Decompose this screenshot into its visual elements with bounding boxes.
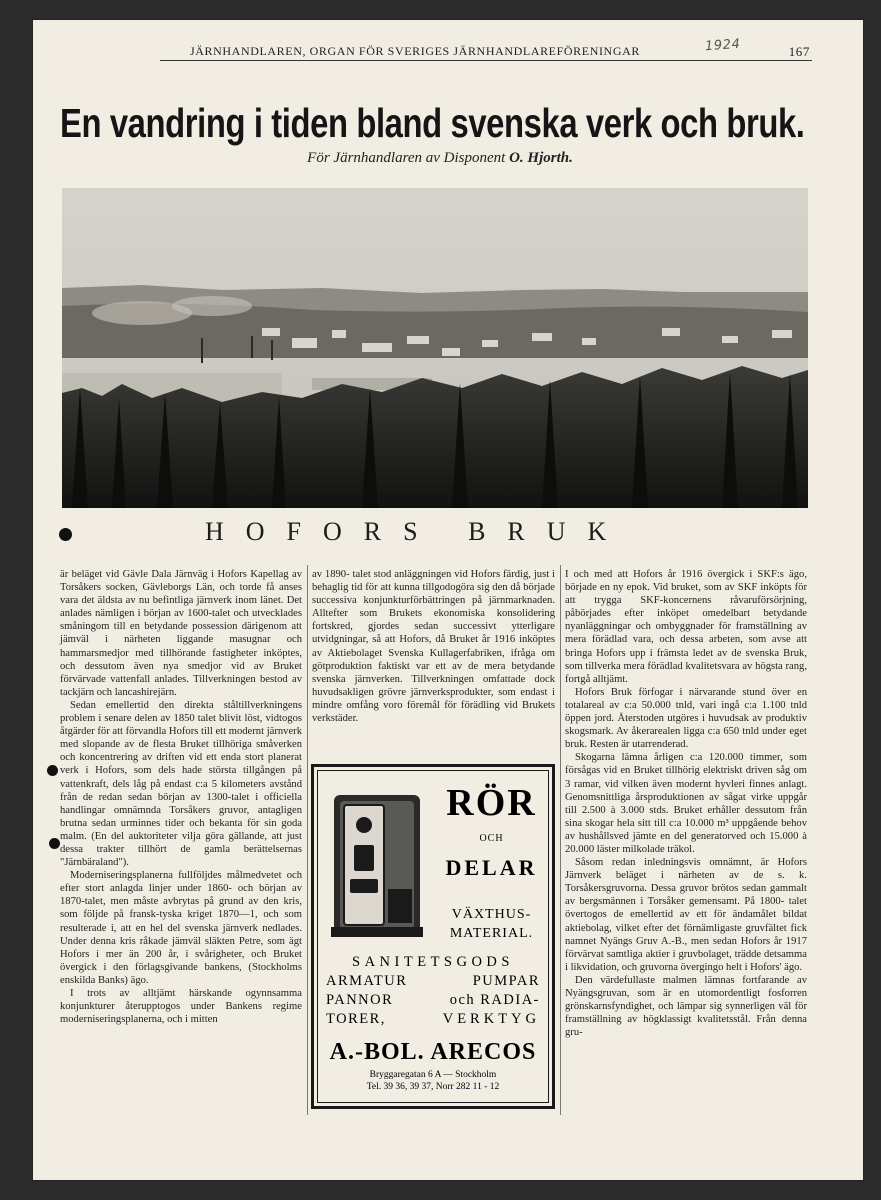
- ad-och: OCH: [479, 833, 504, 844]
- paragraph: Skogarna lämna årligen c:a 120.000 timmer, som försågas vid en Bruket tillhörig elektriskt driven såg om 3 ramar, vid vilken även modernt hyvleri finnes anlagt. Genomsnittliga årsproduktionen av sågat virke uppgår till 2.500 à 3.000 stds. Bruket erhåller dessutom från sina skogar hela sitt till c:a 10.000 m³ uppgående behov av hushållsved jämte en del generatorved och 15.000 à 20.000 läster milkolade träkol.: [565, 752, 807, 855]
- ad-vaxthus-line2: MATERIAL.: [449, 926, 534, 941]
- landscape-photo: [62, 188, 808, 508]
- article-title: En vandring i tiden bland svenska verk och bruk.: [60, 100, 805, 146]
- header-rule: [160, 60, 812, 61]
- paragraph: Moderniseringsplanerna fullföljdes målmedvetet och efter stort anlagda linjer under 1860- och början av 1870-talet, men måste avbrytas på grund av den kris, som följde på fransk-tyska kriget 1870—1, och som resulterade i, att en hel del svenska järnverk nedlades. Under denna kris råkade jämväl släkten Petre, som ägt Hofors i mer än 200 år, i svårigheter, och Bruket övergick i den förlagsgivande bankens, (Stockholms enskilda Banks) ägo.: [60, 870, 302, 986]
- handwritten-year: 1924: [704, 36, 741, 55]
- paragraph: Såsom redan inledningsvis omnämnt, är Hofors Järnverk beläget i närheten av de s. k. Torsåkersgruvorna. Dessa gruvor brötos sedan gammalt av bergsmännen i Torsåker gemensamt. På 1800- talet övertogos de emellertid av ett för ändamålet bildat aktiebolag, vilket efter det förnämligaste gruvfältet fick namnet Nyängs Gruv A.-B., men sedan Hofors år 1917 förvärvat samtliga aktier i gruvbolaget, trädde detsamma i likvidation, och gruvorna övergingo helt i Hofors' ägo.: [565, 857, 807, 973]
- ad-vaxthus: [434, 905, 549, 943]
- running-title: JÄRNHANDLAREN, ORGAN FÖR SVERIGES JÄRNHANDLAREFÖRENINGAR: [190, 44, 640, 58]
- ad-goods-item: SANITETSGODS: [352, 954, 514, 970]
- ad-goods-item: VERKTYG: [442, 1011, 540, 1027]
- ad-vaxthus-line1: VÄXTHUS-: [451, 907, 532, 922]
- paragraph: I trots av alltjämt härskande ogynnsamma konjunkturer återupptogos under Bankens regime moderniseringsplanerna, och i mitten: [60, 988, 302, 1026]
- text-column-2: [312, 568, 555, 725]
- text-column-3: [565, 568, 807, 1039]
- ad-contact: [314, 1069, 552, 1093]
- ad-goods-item: PUMPAR: [472, 973, 540, 989]
- binding-hole: [47, 765, 58, 776]
- ad-goods-item: ARMATUR: [326, 973, 408, 989]
- hofors-landscape-photo: [62, 188, 808, 508]
- ad-goods-list: [326, 953, 540, 1029]
- paragraph: I och med att Hofors år 1916 övergick i SKF:s ägo, började en ny epok. Vid bruket, som av SKF inköpts för att trygga SKF-koncernens råvaruförsörjning, påbörjades efter inköpet omedelbart betydande nyanläggningar och ombyggnader för framställning av mera förädlad vara, och dessa arbeten, som avse att bringa Hofors upp i främsta ledet av de svenska Bruk, som tillverka mera förädlad kvalitetsvara av högsta rang, fortgå alltjämt.: [565, 569, 807, 685]
- paragraph: Den värdefullaste malmen lämnas fortfarande av Nyängsgruvan, som är en utomordentligt fosforren grönskarnsfyndighet, och lämpar sig synnerligen väl för framställning av högklassigt kvalitetsstål. Från denna gru-: [565, 974, 807, 1039]
- ad-goods-item: och RADIA-: [449, 992, 540, 1008]
- binding-hole: [49, 838, 60, 849]
- ad-phone: Tel. 39 36, 39 37, Norr 282 11 - 12: [366, 1082, 500, 1092]
- arecos-advertisement: [311, 764, 555, 1109]
- paragraph: Sedan emellertid den direkta ståltillverkningens problem i senare delen av 1850 talet blivit löst, vidtogos åtgärder för att förvandla Hofors till ett modernt järnverk med slopande av de flesta Bruket tillhöriga småverken och koncentrering av driften vid ett enda stort planerat verk i Hofors, som dels hade största tillgången på vattenkraft, dels låg på endast c:a 5 kilometers avstånd från de redan sedan början av 1300-talet i officiella handlingar omnämnda Torsåkers gruvor, antagligen brutna sedan urminnes tider och bekanta för sin goda malm. (En del auktoriteter vilja göra gällande, att just dessa trakter tillhört de gamla berättelsernas "Järnbäraland").: [60, 699, 302, 869]
- ad-company-name: A.-BOL. ARECOS: [329, 1039, 537, 1065]
- paragraph: är beläget vid Gävle Dala Järnväg i Hofors Kapellag av Torsåkers socken, Gävleborgs Län, och torde få anses vara det äldsta av nu befintliga järnverk inom länet. Det anlades nämligen i början av 1600-talet och utvecklades småningom till en betydande possession därigenom att jämväl i närheten liggande masugnar och hammarsmedjor med tillhörande fastigheter inköptes, och dessutom även nya smedjor vid av Bruket förvärvade vattenfall anlades. Tillverkningen bestod av tackjärn och lancashirejärn.: [60, 569, 302, 698]
- byline-prefix: För Järnhandlaren av Disponent: [307, 150, 510, 166]
- column-divider: [560, 565, 561, 1115]
- ad-goods-item: TORER,: [326, 1011, 386, 1027]
- text-column-1: [60, 568, 302, 1026]
- ad-goods-item: PANNOR: [326, 992, 394, 1008]
- paragraph: av 1890- talet stod anläggningen vid Hofors färdig, just i behaglig tid för att kunna tillgodogöra sig den då började successiva konjunkturförbättringen på järnmarknaden. Alltefter som Brukets ekonomiska konsolidering fortskred, gjordes sedan successivt ytterligare utvidgningar, så att Hofors, då Bruket år 1916 inköptes av Aktiebolaget Svenska Kullagerfabriken, ifråga om götproduktion faktiskt var ett av de mera betydande svenska järnverken. Tillverkningen omfattade dock huvudsakligen grövre järnverksprodukter, som endast i mindre omfång voro föremål för förädling vid Brukets verkstäder.: [312, 569, 555, 725]
- ad-delar: DELAR: [445, 855, 538, 880]
- boiler-illustration-icon: [328, 785, 428, 945]
- binding-hole: [59, 528, 72, 541]
- ad-headline: RÖR: [446, 782, 537, 824]
- column-divider: [307, 565, 308, 1115]
- page-number: 167: [788, 44, 810, 59]
- article-byline: [60, 150, 820, 167]
- ad-address: Bryggaregatan 6 A — Stockholm: [369, 1070, 497, 1080]
- byline-author: O. Hjorth.: [509, 150, 573, 166]
- paragraph: Hofors Bruk förfogar i närvarande stund över en totalareal av c:a 50.000 tnld, vari ingå c:a 1.100 tnld öppen jord. Återstoden utgöres i huvudsak av produktiv skogsmark. Av åkerarealen ligga c:a 650 tnld under eget bruk. Resten är utarrenderad.: [565, 686, 807, 751]
- section-heading: HOFORS BRUK: [205, 517, 629, 546]
